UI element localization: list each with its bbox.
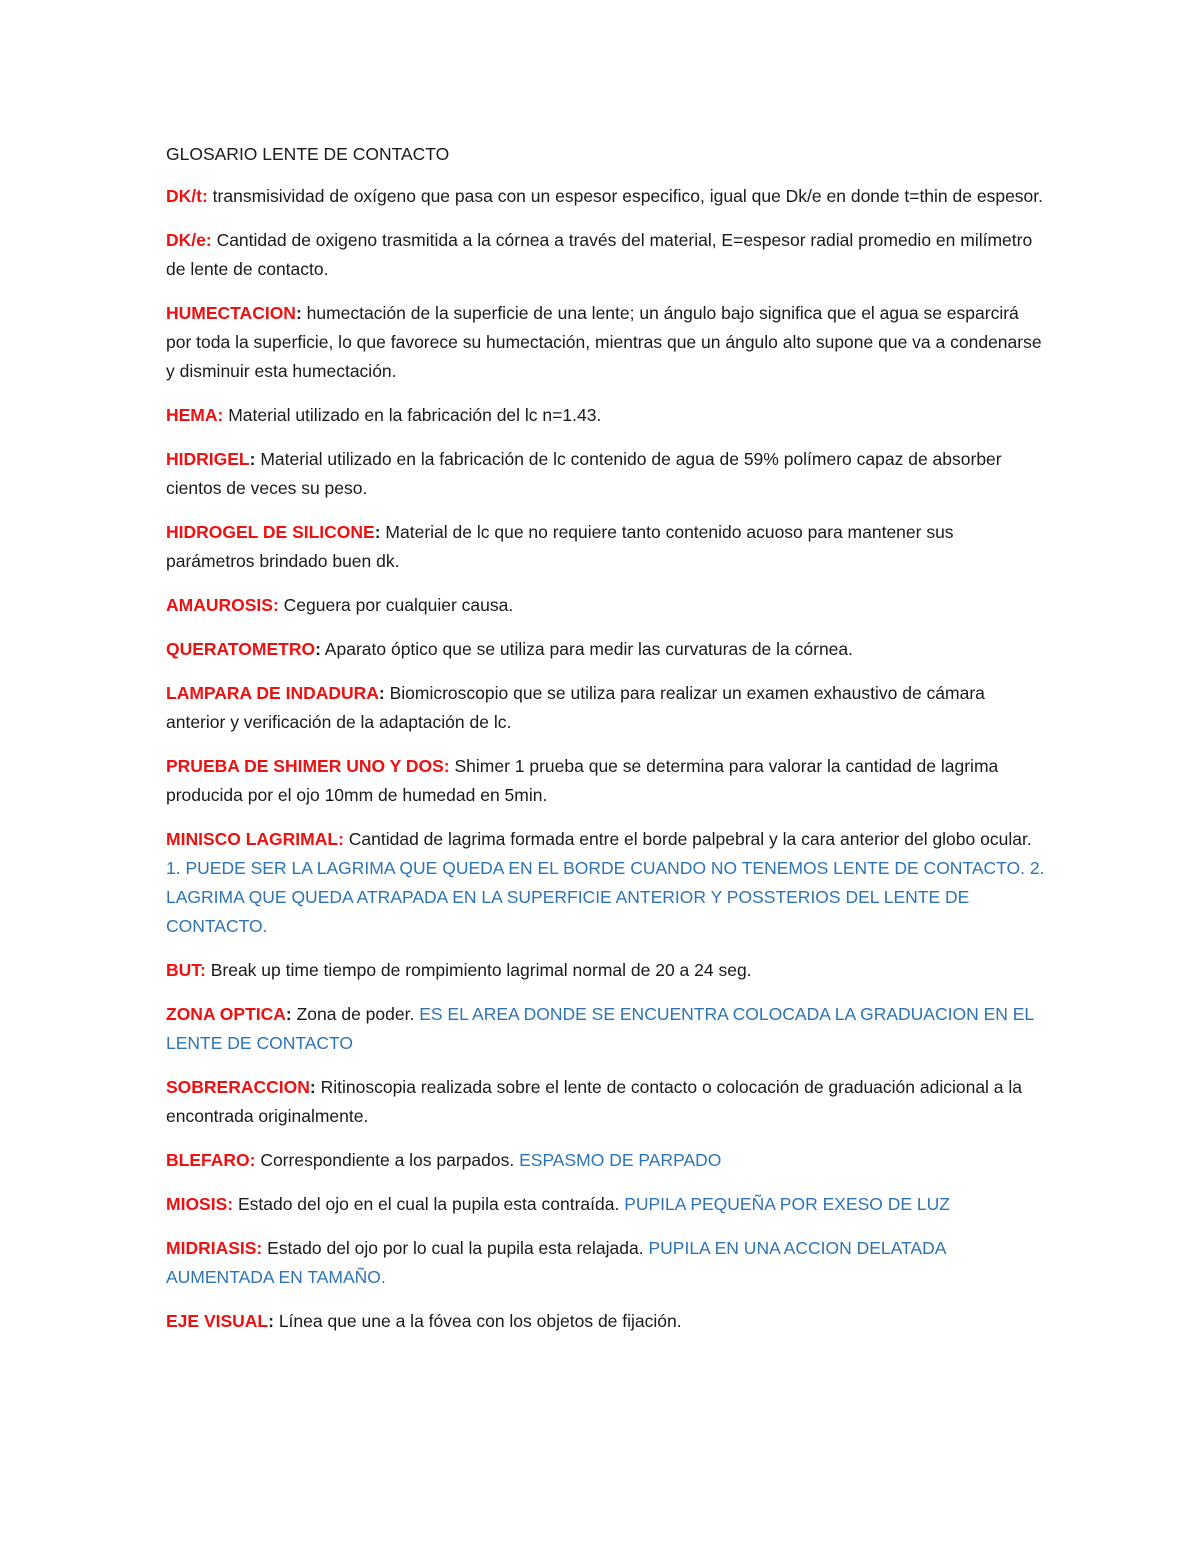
glossary-entry (166, 1234, 1046, 1292)
glossary-definition: Línea que une a la fóvea con los objetos de fijación. (273, 1311, 682, 1331)
glossary-term: BUT: (166, 960, 206, 980)
term-colon: : (378, 683, 385, 703)
glossary-entry (166, 1146, 1046, 1175)
glossary-definition: Ceguera por cualquier causa. (278, 595, 514, 615)
glossary-definition: Ritinoscopia realizada sobre el lente de contacto o colocación de graduación adicional a la encontrada originalmente. (166, 1077, 1023, 1126)
glossary-definition: Material utilizado en la fabricación de lc contenido de agua de 59% polímero capaz de absorber cientos de veces su peso. (166, 449, 1002, 498)
glossary-entry (166, 299, 1046, 386)
glossary-entry (166, 1073, 1046, 1131)
term-colon: : (374, 522, 381, 542)
glossary-definition: Estado del ojo por lo cual la pupila esta relajada. (262, 1238, 649, 1258)
term-colon: : (315, 639, 321, 659)
glossary-entry (166, 518, 1046, 576)
glossary-definition: Cantidad de oxigeno trasmitida a la córnea a través del material, E=espesor radial promedio en milímetro de lente de contacto. (166, 230, 1033, 279)
glossary-definition: Aparato óptico que se utiliza para medir las curvaturas de la córnea. (320, 639, 854, 659)
glossary-list (166, 182, 1046, 1336)
glossary-entry (166, 445, 1046, 503)
term-colon: : (295, 303, 302, 323)
glossary-term: ZONA OPTICA (166, 1004, 286, 1024)
glossary-term: QUERATOMETRO (166, 639, 316, 659)
glossary-term: EJE VISUAL (166, 1311, 269, 1331)
glossary-term: DK/t: (166, 186, 208, 206)
glossary-term: HUMECTACION (166, 303, 296, 323)
glossary-definition: Material de lc que no requiere tanto contenido acuoso para mantener sus parámetros brindado buen dk. (166, 522, 954, 571)
glossary-term: BLEFARO: (166, 1150, 256, 1170)
glossary-term: LAMPARA DE INDADURA (166, 683, 379, 703)
glossary-note: PUPILA EN UNA ACCION DELATADA AUMENTADA EN TAMAÑO. (166, 1238, 946, 1287)
glossary-definition: Zona de poder. (291, 1004, 420, 1024)
glossary-term: PRUEBA DE SHIMER UNO Y DOS: (166, 756, 450, 776)
document-content (166, 140, 1046, 1351)
glossary-term: MIDRIASIS: (166, 1238, 263, 1258)
glossary-term: DK/e: (166, 230, 212, 250)
glossary-entry (166, 679, 1046, 737)
glossary-entry (166, 635, 1046, 664)
glossary-entry (166, 591, 1046, 620)
glossary-definition: Biomicroscopio que se utiliza para realizar un examen exhaustivo de cámara anterior y verificación de la adaptación de lc. (166, 683, 985, 732)
glossary-definition: Shimer 1 prueba que se determina para valorar la cantidad de lagrima producida por el ojo 10mm de humedad en 5min. (166, 756, 999, 805)
glossary-entry (166, 1307, 1046, 1336)
glossary-term: HEMA: (166, 405, 224, 425)
glossary-note: ESPASMO DE PARPADO (519, 1150, 722, 1170)
glossary-entry (166, 956, 1046, 985)
glossary-term: AMAUROSIS: (166, 595, 279, 615)
glossary-definition: Estado del ojo en el cual la pupila esta contraída. (233, 1194, 625, 1214)
glossary-term: HIDRIGEL (166, 449, 250, 469)
glossary-note: ES EL AREA DONDE SE ENCUENTRA COLOCADA LA GRADUACION EN EL LENTE DE CONTACTO (166, 1004, 1034, 1053)
glossary-entry (166, 825, 1046, 941)
glossary-definition: Correspondiente a los parpados. (255, 1150, 520, 1170)
term-colon: : (309, 1077, 316, 1097)
glossary-entry (166, 226, 1046, 284)
glossary-term: MIOSIS: (166, 1194, 234, 1214)
glossary-definition: transmisividad de oxígeno que pasa con un espesor especifico, igual que Dk/e en donde t=thin de espesor. (207, 186, 1044, 206)
document-title: GLOSARIO LENTE DE CONTACTO (166, 144, 450, 164)
glossary-entry (166, 752, 1046, 810)
glossary-term: SOBRERACCION (166, 1077, 310, 1097)
glossary-entry (166, 1190, 1046, 1219)
glossary-definition: humectación de la superficie de una lente; un ángulo bajo significa que el agua se esparcirá por toda la superficie, lo que favorece su humectación, mientras que un ángulo alto supone que va a condenarse y disminuir esta humectación. (166, 303, 1042, 381)
glossary-term: MINISCO LAGRIMAL: (166, 829, 344, 849)
glossary-entry (166, 401, 1046, 430)
glossary-definition: Cantidad de lagrima formada entre el borde palpebral y la cara anterior del globo ocular. (343, 829, 1032, 849)
glossary-entry (166, 1000, 1046, 1058)
glossary-definition: Material utilizado en la fabricación del lc n=1.43. (223, 405, 602, 425)
term-colon: : (285, 1004, 292, 1024)
term-colon: : (268, 1311, 274, 1331)
glossary-definition: Break up time tiempo de rompimiento lagrimal normal de 20 a 24 seg. (205, 960, 752, 980)
term-colon: : (249, 449, 256, 469)
glossary-term: HIDROGEL DE SILICONE (166, 522, 375, 542)
glossary-entry (166, 182, 1046, 211)
glossary-note: 1. PUEDE SER LA LAGRIMA QUE QUEDA EN EL BORDE CUANDO NO TENEMOS LENTE DE CONTACTO. 2. LAGRIMA QUE QUEDA ATRAPADA EN LA SUPERFICIE ANTERIOR Y POSSTERIOS DEL LENTE DE CONTACTO. (166, 858, 1045, 936)
glossary-note: PUPILA PEQUEÑA POR EXESO DE LUZ (624, 1194, 950, 1214)
